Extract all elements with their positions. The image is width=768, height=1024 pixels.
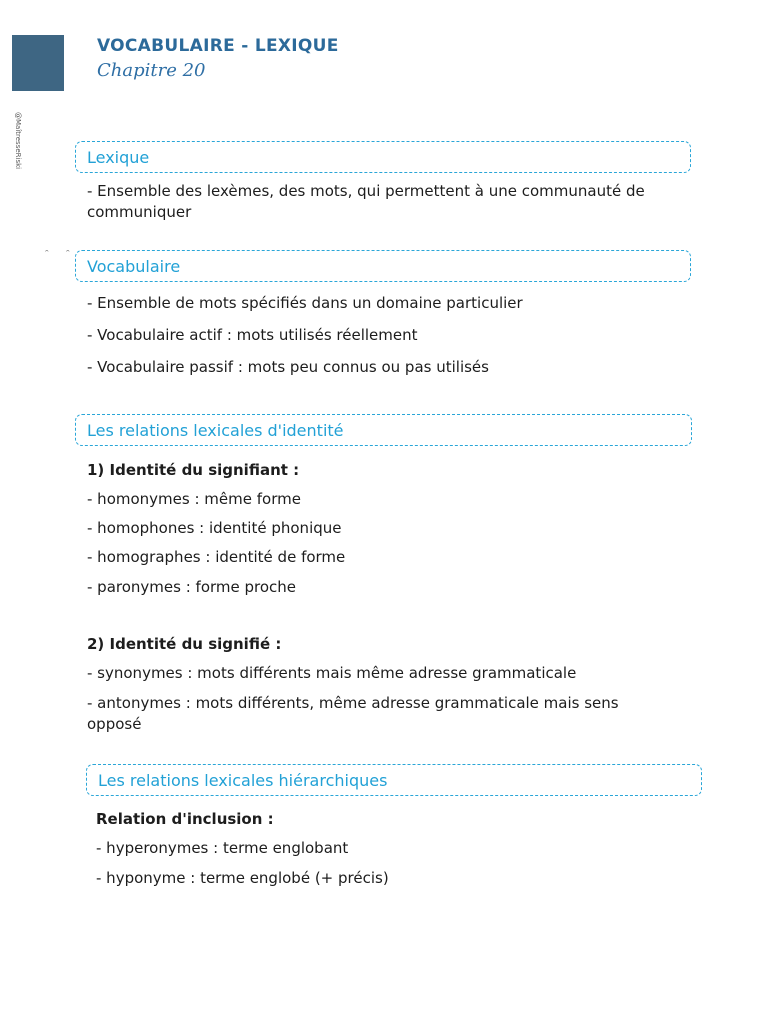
subheading-inclusion: Relation d'inclusion : <box>96 810 274 828</box>
identite-line: - homonymes : même forme <box>87 490 301 508</box>
subheading-signifiant: 1) Identité du signifiant : <box>87 461 300 479</box>
vocabulaire-line: - Ensemble de mots spécifiés dans un domaine particulier <box>87 294 523 312</box>
identite-line: - homophones : identité phonique <box>87 519 342 537</box>
section-heading-identite: Les relations lexicales d'identité <box>75 414 692 446</box>
section-heading-lexique: Lexique <box>75 141 691 173</box>
hierarchique-line: - hyperonymes : terme englobant <box>96 839 349 857</box>
section-heading-hierarchiques: Les relations lexicales hiérarchiques <box>86 764 702 796</box>
lexique-definition: - Ensemble des lexèmes, des mots, qui permettent à une communauté de communiquer <box>87 182 645 221</box>
identite-line: - synonymes : mots différents mais même adresse grammaticale <box>87 664 577 682</box>
identite-line: - homographes : identité de forme <box>87 548 346 566</box>
watermark: @MaîtresseRiski <box>14 112 22 170</box>
section-heading-vocabulaire: Vocabulaire <box>75 250 691 282</box>
logo-square <box>12 35 64 91</box>
vocabulaire-line: - Vocabulaire actif : mots utilisés réellement <box>87 326 418 344</box>
chapter-subtitle: Chapitre 20 <box>97 60 206 81</box>
identite-line: - antonymes : mots différents, même adresse grammaticale mais sens opposé <box>87 694 619 733</box>
vocabulaire-line: - Vocabulaire passif : mots peu connus ou pas utilisés <box>87 358 489 376</box>
decorative-mark: ˆ <box>66 249 70 261</box>
identite-line: - paronymes : forme proche <box>87 578 297 596</box>
decorative-mark: ˆ <box>45 249 49 261</box>
hierarchique-line: - hyponyme : terme englobé (+ précis) <box>96 869 389 887</box>
page-title: VOCABULAIRE - LEXIQUE <box>97 36 339 56</box>
subheading-signifie: 2) Identité du signifié : <box>87 635 282 653</box>
